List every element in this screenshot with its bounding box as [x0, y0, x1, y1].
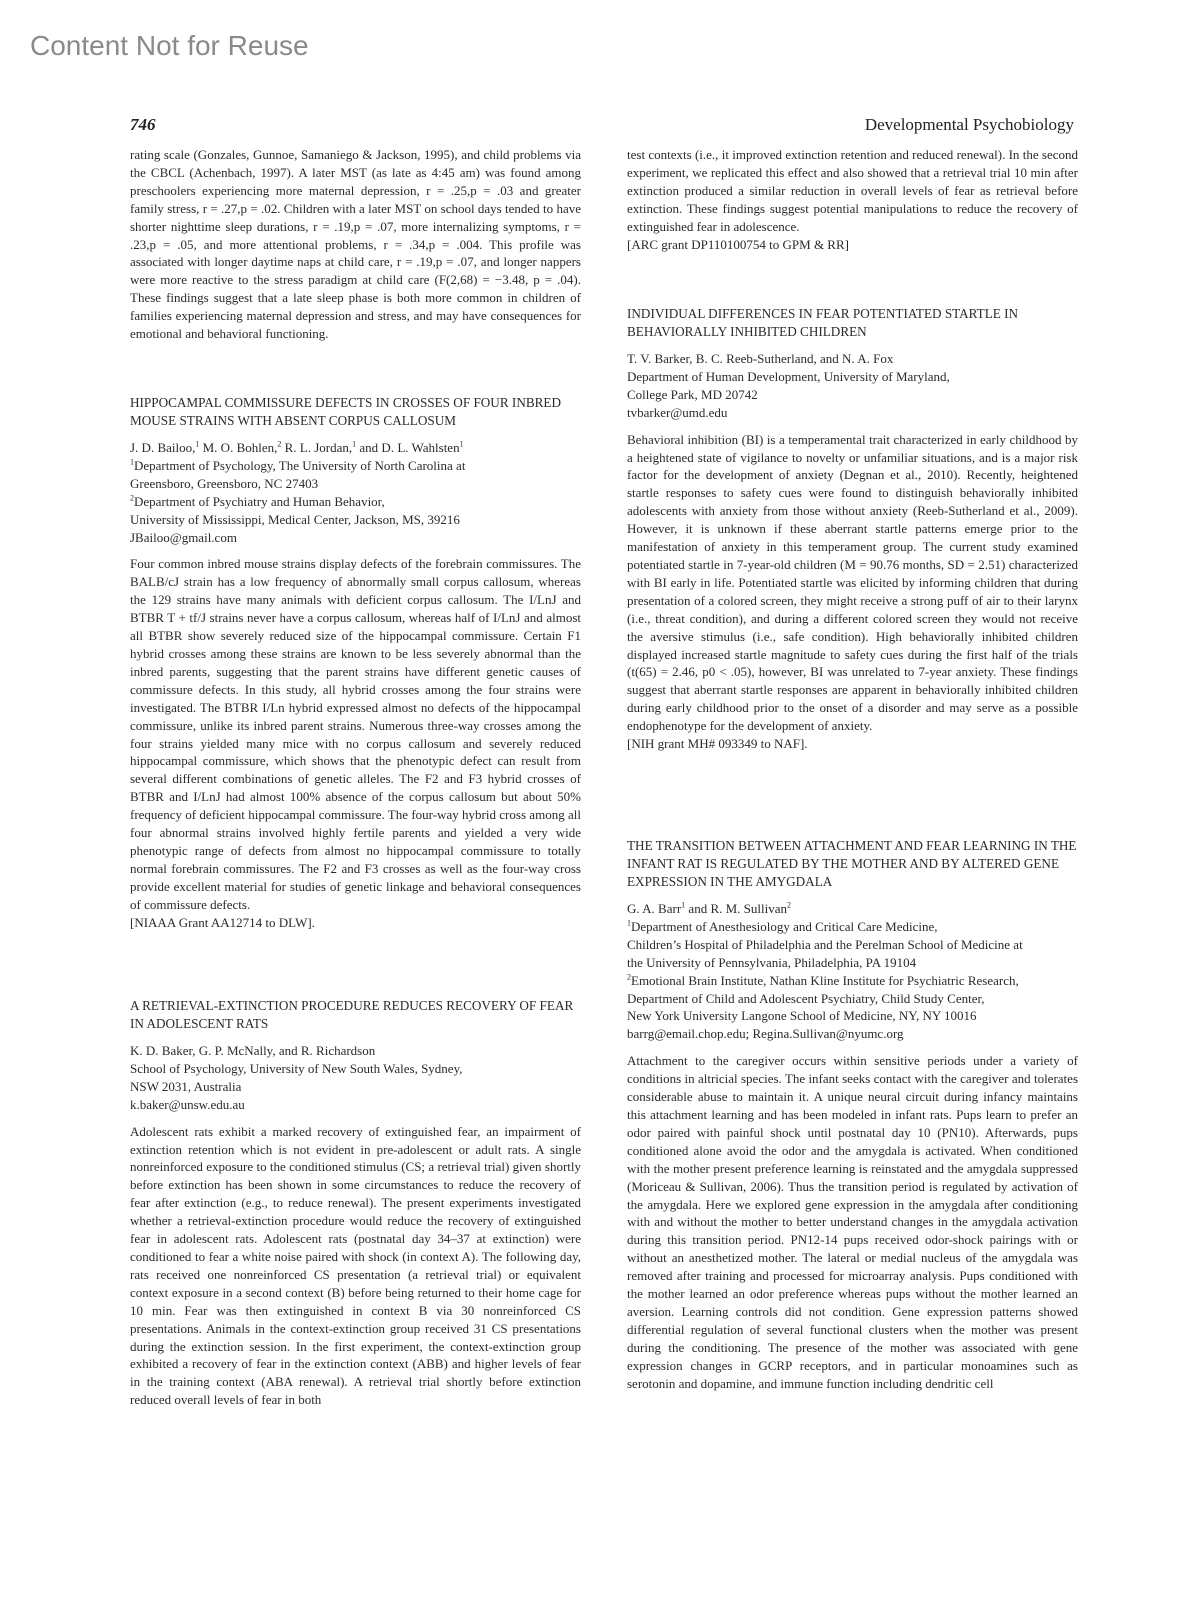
affiliation-line: [627, 368, 1078, 386]
affiliation-line: [130, 529, 581, 547]
author-name: M. O. Bohlen,: [199, 440, 278, 455]
watermark: Content Not for Reuse: [30, 30, 309, 61]
author-name: K. D. Baker, G. P. McNally, and R. Richardson: [130, 1043, 376, 1058]
abstract-section: [627, 837, 1078, 1392]
abstract-section: [130, 394, 581, 931]
abstract-title: A RETRIEVAL-EXTINCTION PROCEDURE REDUCES RECOVERY OF FEAR IN ADOLESCENT RATS: [130, 998, 574, 1031]
author-name: and D. L. Wahlsten: [356, 440, 460, 455]
affiliation-mark: 2: [130, 493, 134, 503]
author-affiliation-mark: 2: [277, 439, 282, 449]
abstract-title: THE TRANSITION BETWEEN ATTACHMENT AND FEAR LEARNING IN THE INFANT RAT IS REGULATED BY THE MOTHER AND BY ALTERED GENE EXPRESSION IN THE AMYGDALA: [627, 838, 1077, 889]
affiliation-line: [627, 404, 1078, 422]
abstract-section: [627, 305, 1078, 753]
affiliation-line: [627, 1025, 1078, 1043]
affiliation-line: [627, 936, 1078, 954]
affiliation-line: [130, 457, 581, 475]
affiliation-text: Department of Anesthesiology and Critical Care Medicine,: [631, 918, 938, 934]
left-continuation: [130, 146, 581, 343]
author-name: and R. M. Sullivan: [685, 901, 788, 916]
affiliation-line: [627, 990, 1078, 1008]
author-affiliation-mark: 1: [195, 439, 200, 449]
affiliation-text: Emotional Brain Institute, Nathan Kline Institute for Psychiatric Research,: [631, 972, 1019, 988]
affiliation-text: the University of Pennsylvania, Philadelphia, PA 19104: [627, 954, 917, 970]
affiliation-text: NSW 2031, Australia: [130, 1078, 242, 1094]
abstract-title: INDIVIDUAL DIFFERENCES IN FEAR POTENTIATED STARTLE IN BEHAVIORALLY INHIBITED CHILDREN: [627, 306, 1019, 339]
author-line: [130, 439, 581, 457]
page-number: 746: [130, 115, 156, 134]
affiliation-text: Greensboro, Greensboro, NC 27403: [130, 475, 319, 491]
abstract-body: Adolescent rats exhibit a marked recovery of extinguished fear, an impairment of extinction retention which is not evident in pre-adolescent or adult rats. A single nonreinforced exposure to the conditioned stimulus (CS; a retrieval trial) given shortly before extinction has been shown in some circumstances to reduce the recovery of fear after extinction (e.g., to reduce renewal). The present experiments investigated whether a retrieval-extinction procedure would reduce the recovery of extinguished fear in adolescent rats. Adolescent rats (postnatal day 34–37 at extinction) were conditioned to fear a white noise paired with shock (in context A). The following day, rats received one nonreinforced CS presentation (a retrieval trial) or equivalent context exposure in a second context (B) before being returned to their home cage for 10 min. Fear was then extinguished in context B via 30 nonreinforced CS presentations. Animals in the context-extinction group received 31 CS presentations during the extinction session. In the first experiment, the context-extinction group exhibited a recovery of fear in the extinction context (ABB) and higher levels of fear in the training context (ABA renewal). A retrieval trial shortly before extinction reduced overall levels of fear in both: [130, 1123, 581, 1408]
author-line: [627, 900, 1078, 918]
journal-title: Developmental Psychobiology: [864, 115, 1074, 134]
author-affiliation-mark: 2: [787, 900, 792, 910]
affiliation-text: k.baker@unsw.edu.au: [130, 1096, 245, 1112]
affiliation-text: barrg@email.chop.edu; Regina.Sullivan@nyumc.org: [627, 1026, 904, 1042]
author-affiliation-mark: 1: [459, 439, 464, 449]
affiliation-text: JBailoo@gmail.com: [130, 529, 237, 545]
author-affiliation-mark: 1: [681, 900, 686, 910]
right-continuation: [627, 146, 1078, 253]
affiliation-mark: 1: [627, 918, 631, 928]
author-line: [130, 1042, 581, 1060]
abstract-body: Four common inbred mouse strains display defects of the forebrain commissures. The BALB/cJ strain has a low frequency of abnormally small corpus callosum, whereas the 129 strains have many animals with deficient corpus callosum. The I/LnJ and BTBR T + tf/J strains never have a corpus callosum, whereas half of I/LnJ and almost all BTBR show severely reduced size of the hippocampal commissure. Certain F1 hybrid crosses among these strains are known to be less severely abnormal than the inbred parents, suggesting that the parent strains have different genetic causes of commissure defects. In this study, all hybrid crosses among the four strains were investigated. The BTBR I/Ln hybrid expressed almost no defects of the hippocampal commissure, unlike its inbred parent strains. Numerous three-way crosses among the four strains yielded many mice with no corpus callosum and severely reduced hippocampal commissure, which shows that the phenotypic defect can result from several different combinations of genetic alleles. The F2 and F3 hybrid crosses of BTBR and I/LnJ had almost 100% absence of the corpus callosum but about 50% frequency of deficient hippocampal commissure. The four-way hybrid cross among all four abnormal strains involved highly fertile parents and yielded a very wide phenotypic range of defects from almost no hippocampal commissure to totally normal forebrain commissures. The F2 and F3 crosses as well as the four-way cross provide excellent material for studies of genetic linkage and behavioral consequences of commissure defects.: [130, 556, 581, 912]
affiliation-mark: 2: [627, 972, 631, 982]
affiliation-line: [130, 1060, 581, 1078]
abstract-body: Attachment to the caregiver occurs within sensitive periods under a variety of conditions in altricial species. The infant seeks contact with the caregiver and tolerates considerable abuse to maintain it. A unique neural circuit during infancy maintains this attachment learning and has been modeled in infant rats. Pups learn to prefer an odor paired with painful shock until postnatal day 10 (PN10). Afterwards, pups conditioned alone avoid the odor and the amygdala is activated. When conditioned with the mother present preference learning is reinstated and the amygdala suppressed (Moriceau & Sullivan, 2006). Thus the transition period is regulated by activation of the amygdala. Here we explored gene expression in the amygdala after conditioning with and without the mother to better understand changes in the amygdala activation during this transition period. PN12-14 pups received odor-shock pairings with or without an anesthetized mother. The lateral or medial nucleus of the amygdala was removed after training and processed for microarray analysis. Pups conditioned with the mother learned an odor preference whereas pups without the mother learned an aversion. Learning controls did not condition. Gene expression patterns showed differential regulation of several functional clusters when the mother was present during the conditioning. The presence of the mother was associated with gene expression changes in GCRP receptors, and in particular monoamines such as serotonin and dopamine, and immune function including dendritic cell: [627, 1053, 1078, 1391]
grant-note: [NIAAA Grant AA12714 to DLW].: [130, 914, 315, 930]
affiliation-text: Children’s Hospital of Philadelphia and the Perelman School of Medicine at: [627, 936, 1023, 952]
affiliation-mark: 1: [130, 457, 134, 467]
continuation-paragraph: test contexts (i.e., it improved extinction retention and reduced renewal). In the second experiment, we replicated this effect and also showed that a retrieval trial 10 min after extinction produced a similar reduction in overall levels of fear as retrieval before extinction. These findings suggest potential manipulations to reduce the recovery of extinguished fear in adolescence.: [627, 147, 1078, 234]
author-name: J. D. Bailoo,: [130, 440, 196, 455]
author-line: [627, 350, 1078, 368]
author-name: T. V. Barker, B. C. Reeb-Sutherland, and N. A. Fox: [627, 351, 894, 366]
affiliation-line: [130, 475, 581, 493]
affiliation-text: University of Mississippi, Medical Center, Jackson, MS, 39216: [130, 511, 460, 527]
affiliation-line: [130, 1078, 581, 1096]
affiliation-line: [627, 954, 1078, 972]
affiliation-text: New York University Langone School of Medicine, NY, NY 10016: [627, 1008, 977, 1024]
author-name: R. L. Jordan,: [281, 440, 353, 455]
grant-note: [NIH grant MH# 093349 to NAF].: [627, 736, 808, 752]
abstract-section: [130, 997, 581, 1409]
abstract-body: Behavioral inhibition (BI) is a temperamental trait characterized in early childhood by a heightened state of vigilance to novelty or unfamiliar situations, and is a major risk factor for the development of anxiety (Degnan et al., 2010). Recently, heightened startle responses to safety cues were found to distinguish behaviorally inhibited adolescents with anxiety from those without anxiety (Reeb-Sutherland et al., 2009). However, it is unknown if these aberrant startle patterns emerge prior to the manifestation of anxiety in this temperament group. The current study examined potentiated startle in 7-year-old children (M = 90.76 months, SD = 2.51) characterized with BI early in life. Potentiated startle was elicited by informing children that during presentation of a colored screen, they might receive a strong puff of air to their larynx (i.e., threat condition), and during a different colored screen they would not receive the aversive stimulus (i.e., safe condition). High behaviorally inhibited children displayed increased startle magnitude to safety cues during the first half of the trials (t(65) = 2.46, p0 < .05), however, BI was unrelated to 7-year anxiety. These findings suggest that aberrant startle responses are apparent in behaviorally inhibited children during early childhood prior to the onset of a disorder and may serve as a possible endophenotype for the development of anxiety.: [627, 431, 1078, 734]
affiliation-line: [130, 493, 581, 511]
grant-note: [ARC grant DP110100754 to GPM & RR]: [627, 236, 849, 252]
affiliation-line: [130, 1096, 581, 1114]
continuation-paragraph: rating scale (Gonzales, Gunnoe, Samaniego & Jackson, 1995), and child problems via the CBCL (Achenbach, 1997). A later MST (as late as 4:45 am) was found among preschoolers experiencing more maternal depression, r = .25,p = .03 and greater family stress, r = .27,p = .02. Children with a later MST on school days tended to have shorter nighttime sleep durations, r = .19,p = .07, more internalizing symptoms, r = .23,p = .05, and more attentional problems, r = .34,p = .004. This profile was associated with longer daytime naps at child care, r = .19,p = .07, and longer nappers were more reactive to the stress paradigm at child care (F(2,68) = −3.48, p = .04). These findings suggest that a late sleep phase is both more common in children of families experiencing maternal depression and stress, and may have consequences for emotional and behavioral functioning.: [130, 147, 581, 342]
affiliation-text: College Park, MD 20742: [627, 386, 758, 402]
affiliation-line: [627, 918, 1078, 936]
author-affiliation-mark: 1: [352, 439, 357, 449]
affiliation-text: tvbarker@umd.edu: [627, 404, 728, 420]
abstract-title: HIPPOCAMPAL COMMISSURE DEFECTS IN CROSSES OF FOUR INBRED MOUSE STRAINS WITH ABSENT CORPUS CALLOSUM: [130, 395, 562, 428]
affiliation-line: [130, 511, 581, 529]
affiliation-text: Department of Psychology, The University of North Carolina at: [134, 457, 466, 473]
affiliation-text: Department of Human Development, University of Maryland,: [627, 368, 950, 384]
affiliation-line: [627, 972, 1078, 990]
author-name: G. A. Barr: [627, 901, 682, 916]
affiliation-text: Department of Psychiatry and Human Behavior,: [134, 493, 385, 509]
affiliation-text: School of Psychology, University of New South Wales, Sydney,: [130, 1060, 463, 1076]
affiliation-line: [627, 386, 1078, 404]
affiliation-text: Department of Child and Adolescent Psychiatry, Child Study Center,: [627, 990, 985, 1006]
affiliation-line: [627, 1007, 1078, 1025]
